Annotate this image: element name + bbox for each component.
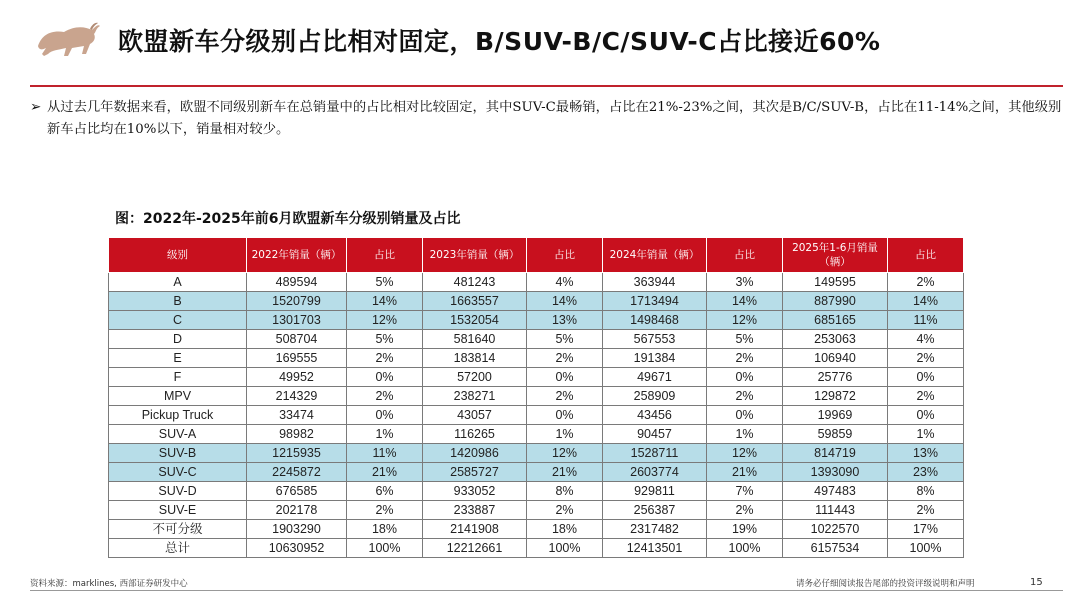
table-cell: 2% (347, 387, 423, 406)
table-cell: 5% (707, 330, 783, 349)
row-label-cell: D (109, 330, 247, 349)
table-row (109, 330, 964, 349)
table-cell: 8% (888, 482, 964, 501)
table-cell: 481243 (423, 273, 527, 292)
sales-table (108, 237, 964, 558)
row-label-cell: SUV-C (109, 463, 247, 482)
table-cell: 111443 (783, 501, 888, 520)
table-cell: 13% (888, 444, 964, 463)
table-cell: 129872 (783, 387, 888, 406)
table-cell: 2% (707, 349, 783, 368)
table-cell: 253063 (783, 330, 888, 349)
table-cell: 685165 (783, 311, 888, 330)
table-cell: 2% (347, 349, 423, 368)
row-label-cell: 总计 (109, 539, 247, 558)
table-cell: 19969 (783, 406, 888, 425)
summary-text: 从过去几年数据来看，欧盟不同级别新车在总销量中的占比相对比较固定，其中SUV-C最畅销，占比在21%-23%之间，其次是B/C/SUV-B，占比在11-14%之间，其他级别新车占比均在10%以下，销量相对较少。 (47, 100, 1062, 137)
table-cell: 4% (888, 330, 964, 349)
table-cell: 676585 (247, 482, 347, 501)
header-cell: 2022年销量（辆） (247, 238, 347, 273)
table-cell: 3% (707, 273, 783, 292)
table-cell: 814719 (783, 444, 888, 463)
table-cell: 169555 (247, 349, 347, 368)
table-cell: 7% (707, 482, 783, 501)
table-cell: 1215935 (247, 444, 347, 463)
table-row (109, 292, 964, 311)
table-cell: 233887 (423, 501, 527, 520)
table-cell: 929811 (603, 482, 707, 501)
table-cell: 2% (527, 501, 603, 520)
table-cell: 33474 (247, 406, 347, 425)
table-cell: 214329 (247, 387, 347, 406)
table-row (109, 482, 964, 501)
table-cell: 14% (347, 292, 423, 311)
table-cell: 0% (707, 368, 783, 387)
table-cell: 489594 (247, 273, 347, 292)
table-cell: 2% (888, 273, 964, 292)
table-cell: 100% (347, 539, 423, 558)
title-divider (30, 85, 1063, 87)
table-cell: 2% (707, 501, 783, 520)
table-cell: 0% (527, 406, 603, 425)
header-cell: 2025年1-6月销量（辆） (783, 238, 888, 273)
table-cell: 116265 (423, 425, 527, 444)
table-cell: 8% (527, 482, 603, 501)
table-cell: 0% (888, 406, 964, 425)
table-cell: 202178 (247, 501, 347, 520)
table-cell: 21% (347, 463, 423, 482)
table-cell: 12413501 (603, 539, 707, 558)
table-cell: 0% (888, 368, 964, 387)
table-cell: 1% (347, 425, 423, 444)
table-cell: 49952 (247, 368, 347, 387)
header-cell: 占比 (527, 238, 603, 273)
table-cell: 1% (888, 425, 964, 444)
table-cell: 1713494 (603, 292, 707, 311)
table-cell: 1420986 (423, 444, 527, 463)
table-row (109, 463, 964, 482)
table-cell: 2585727 (423, 463, 527, 482)
table-cell: 98982 (247, 425, 347, 444)
table-cell: 0% (527, 368, 603, 387)
page-number: 15 (1030, 577, 1043, 588)
table-cell: 100% (707, 539, 783, 558)
row-label-cell: A (109, 273, 247, 292)
table-cell: 106940 (783, 349, 888, 368)
table-row (109, 311, 964, 330)
header-cell: 级别 (109, 238, 247, 273)
table-cell: 14% (527, 292, 603, 311)
table-cell: 59859 (783, 425, 888, 444)
table-cell: 2317482 (603, 520, 707, 539)
table-cell: 18% (527, 520, 603, 539)
table-cell: 6% (347, 482, 423, 501)
table-cell: 12% (347, 311, 423, 330)
table-cell: 13% (527, 311, 603, 330)
table-header-row (109, 238, 964, 273)
table-cell: 497483 (783, 482, 888, 501)
figure-title: 图：2022年-2025年前6月欧盟新车分级别销量及占比 (115, 211, 461, 227)
table-cell: 2% (888, 387, 964, 406)
row-label-cell: B (109, 292, 247, 311)
table-cell: 5% (347, 273, 423, 292)
table-cell: 19% (707, 520, 783, 539)
table-cell: 0% (347, 406, 423, 425)
table-cell: 21% (527, 463, 603, 482)
table-cell: 1% (707, 425, 783, 444)
row-label-cell: SUV-B (109, 444, 247, 463)
table-cell: 238271 (423, 387, 527, 406)
table-cell: 49671 (603, 368, 707, 387)
source-note: 资料来源：marklines, 西部证券研发中心 (30, 579, 188, 589)
table-cell: 12% (527, 444, 603, 463)
header-cell: 占比 (888, 238, 964, 273)
table-cell: 100% (888, 539, 964, 558)
table-cell: 11% (347, 444, 423, 463)
table-cell: 25776 (783, 368, 888, 387)
table-cell: 1520799 (247, 292, 347, 311)
table-row (109, 444, 964, 463)
table-cell: 2% (888, 501, 964, 520)
table-cell: 0% (347, 368, 423, 387)
table-cell: 21% (707, 463, 783, 482)
page-title: 欧盟新车分级别占比相对固定，B/SUV-B/C/SUV-C占比接近60% (118, 27, 881, 56)
table-row (109, 273, 964, 292)
table-cell: 191384 (603, 349, 707, 368)
header-cell: 占比 (347, 238, 423, 273)
table-cell: 2% (527, 387, 603, 406)
table-cell: 1528711 (603, 444, 707, 463)
row-label-cell: SUV-E (109, 501, 247, 520)
table-cell: 1532054 (423, 311, 527, 330)
table-cell: 18% (347, 520, 423, 539)
table-cell: 2% (707, 387, 783, 406)
table-cell: 2141908 (423, 520, 527, 539)
table-cell: 90457 (603, 425, 707, 444)
table-cell: 508704 (247, 330, 347, 349)
table-cell: 1903290 (247, 520, 347, 539)
table-cell: 2245872 (247, 463, 347, 482)
table-cell: 1663557 (423, 292, 527, 311)
table-cell: 2603774 (603, 463, 707, 482)
summary-bullet (30, 97, 1062, 141)
table-cell: 933052 (423, 482, 527, 501)
table-row (109, 387, 964, 406)
row-label-cell: Pickup Truck (109, 406, 247, 425)
row-label-cell: SUV-A (109, 425, 247, 444)
footer-divider (30, 590, 1063, 591)
table-cell: 581640 (423, 330, 527, 349)
table-cell: 1498468 (603, 311, 707, 330)
table-cell: 258909 (603, 387, 707, 406)
table-cell: 256387 (603, 501, 707, 520)
header-cell: 2023年销量（辆） (423, 238, 527, 273)
table-cell: 14% (888, 292, 964, 311)
table-cell: 2% (888, 349, 964, 368)
table-cell: 183814 (423, 349, 527, 368)
table-cell: 17% (888, 520, 964, 539)
table-cell: 12% (707, 311, 783, 330)
table-cell: 12% (707, 444, 783, 463)
row-label-cell: E (109, 349, 247, 368)
table-cell: 57200 (423, 368, 527, 387)
table-cell: 1022570 (783, 520, 888, 539)
row-label-cell: 不可分级 (109, 520, 247, 539)
table-cell: 6157534 (783, 539, 888, 558)
table-cell: 11% (888, 311, 964, 330)
table-cell: 0% (707, 406, 783, 425)
table-row (109, 406, 964, 425)
table-row (109, 501, 964, 520)
table-row (109, 425, 964, 444)
table-row (109, 520, 964, 539)
disclaimer-note: 请务必仔细阅读报告尾部的投资评级说明和声明 (796, 579, 975, 589)
table-row (109, 368, 964, 387)
row-label-cell: MPV (109, 387, 247, 406)
table-cell: 12212661 (423, 539, 527, 558)
table-cell: 363944 (603, 273, 707, 292)
table-cell: 4% (527, 273, 603, 292)
table-row (109, 349, 964, 368)
arrow-bullet-icon: ➢ (30, 100, 42, 115)
table-cell: 887990 (783, 292, 888, 311)
table-cell: 14% (707, 292, 783, 311)
table-cell: 1393090 (783, 463, 888, 482)
table-cell: 1301703 (247, 311, 347, 330)
table-cell: 5% (347, 330, 423, 349)
table-cell: 149595 (783, 273, 888, 292)
table-cell: 100% (527, 539, 603, 558)
table-cell: 10630952 (247, 539, 347, 558)
table-cell: 1% (527, 425, 603, 444)
table-cell: 43057 (423, 406, 527, 425)
table-cell: 5% (527, 330, 603, 349)
row-label-cell: SUV-D (109, 482, 247, 501)
table-cell: 567553 (603, 330, 707, 349)
table-cell: 2% (527, 349, 603, 368)
table-cell: 43456 (603, 406, 707, 425)
table-cell: 2% (347, 501, 423, 520)
table-row (109, 539, 964, 558)
header-cell: 2024年销量（辆） (603, 238, 707, 273)
bull-logo-icon (34, 20, 100, 64)
table-cell: 23% (888, 463, 964, 482)
row-label-cell: C (109, 311, 247, 330)
row-label-cell: F (109, 368, 247, 387)
header-cell: 占比 (707, 238, 783, 273)
